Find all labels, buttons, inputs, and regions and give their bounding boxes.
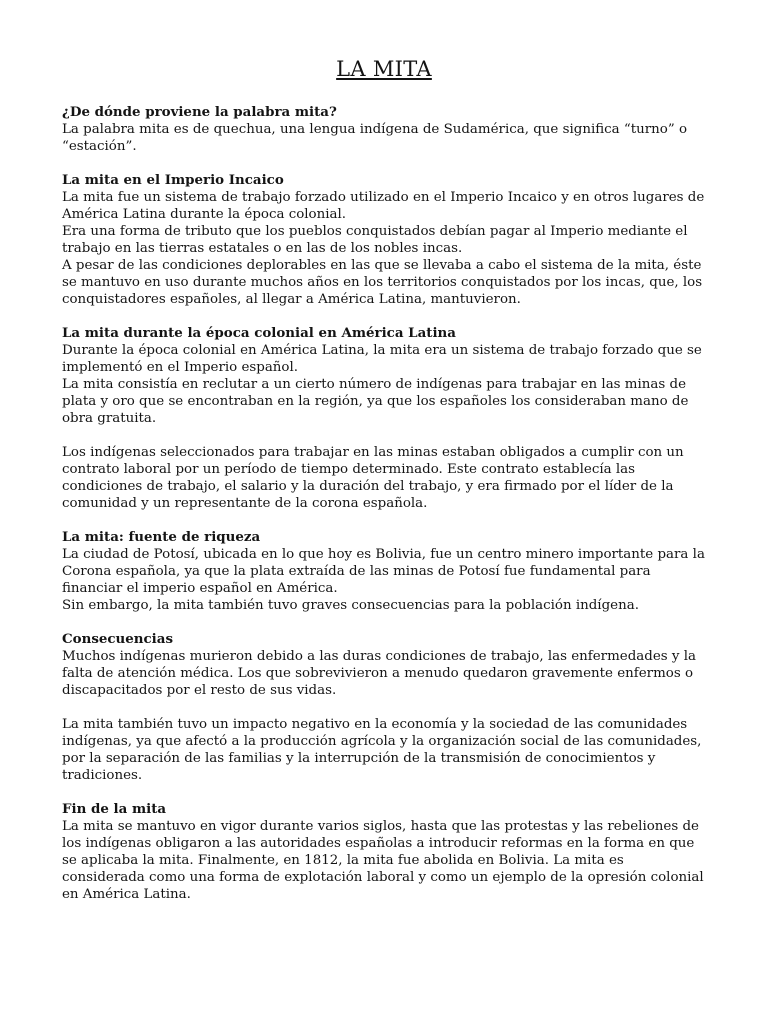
document-section [62,631,706,699]
paragraph: Era una forma de tributo que los pueblos conquistados debían pagar al Imperio mediante el trabajo en las tierras estatales o en las de los nobles incas. [62,224,688,256]
document-section [62,529,706,614]
section-heading: ¿De dónde proviene la palabra mita? [62,104,337,120]
paragraph: Sin embargo, la mita también tuvo graves consecuencias para la población indígena. [62,598,639,613]
document-section [62,801,706,903]
document-body [62,104,706,903]
section-heading: La mita en el Imperio Incaico [62,172,284,188]
section-heading: Fin de la mita [62,801,167,817]
paragraph: La mita consistía en reclutar a un cierto número de indígenas para trabajar en las minas de plata y oro que se encontraban en la región, ya que los españoles los consideraban mano de obra gratuita. [62,377,689,426]
document-section [62,716,706,784]
document-section [62,444,706,512]
paragraph: La mita también tuvo un impacto negativo en la economía y la sociedad de las comunidades indígenas, ya que afectó a la producción agrícola y la organización social de las comunidades, por la separación de las familias y la interrupción de la transmisión de conocimientos y tradiciones. [62,717,702,783]
paragraph: Los indígenas seleccionados para trabajar en las minas estaban obligados a cumplir con un contrato laboral por un período de tiempo determinado. Este contrato establecía las condiciones de trabajo, el salario y la duración del trabajo, y era firmado por el líder de la comunidad y un representante de la corona española. [62,445,684,511]
section-heading: Consecuencias [62,631,173,647]
paragraph: Durante la época colonial en América Latina, la mita era un sistema de trabajo forzado que se implementó en el Imperio español. [62,343,702,375]
section-heading: La mita durante la época colonial en América Latina [62,325,456,341]
paragraph: La palabra mita es de quechua, una lengua indígena de Sudamérica, que significa “turno” o “estación”. [62,122,688,154]
document-title: LA MITA [336,57,432,81]
document-section [62,104,706,155]
paragraph: Muchos indígenas murieron debido a las duras condiciones de trabajo, las enfermedades y la falta de atención médica. Los que sobrevivieron a menudo quedaron gravemente enfermos o discapacitados por el resto de sus vidas. [62,649,696,698]
paragraph: A pesar de las condiciones deplorables en las que se llevaba a cabo el sistema de la mita, éste se mantuvo en uso durante muchos años en los territorios conquistados por los incas, que, los conquistadores españoles, al llegar a América Latina, mantuvieron. [62,258,703,307]
document-section [62,325,706,427]
paragraph: La mita se mantuvo en vigor durante varios siglos, hasta que las protestas y las rebeliones de los indígenas obligaron a las autoridades españolas a introducir reformas en la forma en que se aplicaba la mita. Finalmente, en 1812, la mita fue abolida en Bolivia. La mita es considerada como una forma de explotación laboral y como un ejemplo de la opresión colonial en América Latina. [62,819,704,902]
paragraph: La mita fue un sistema de trabajo forzado utilizado en el Imperio Incaico y en otros lugares de América Latina durante la época colonial. [62,190,705,222]
document-section [62,172,706,308]
section-heading: La mita: fuente de riqueza [62,529,261,545]
paragraph: La ciudad de Potosí, ubicada en lo que hoy es Bolivia, fue un centro minero importante para la Corona española, ya que la plata extraída de las minas de Potosí fue fundamental para financiar el imperio español en América. [62,547,705,596]
